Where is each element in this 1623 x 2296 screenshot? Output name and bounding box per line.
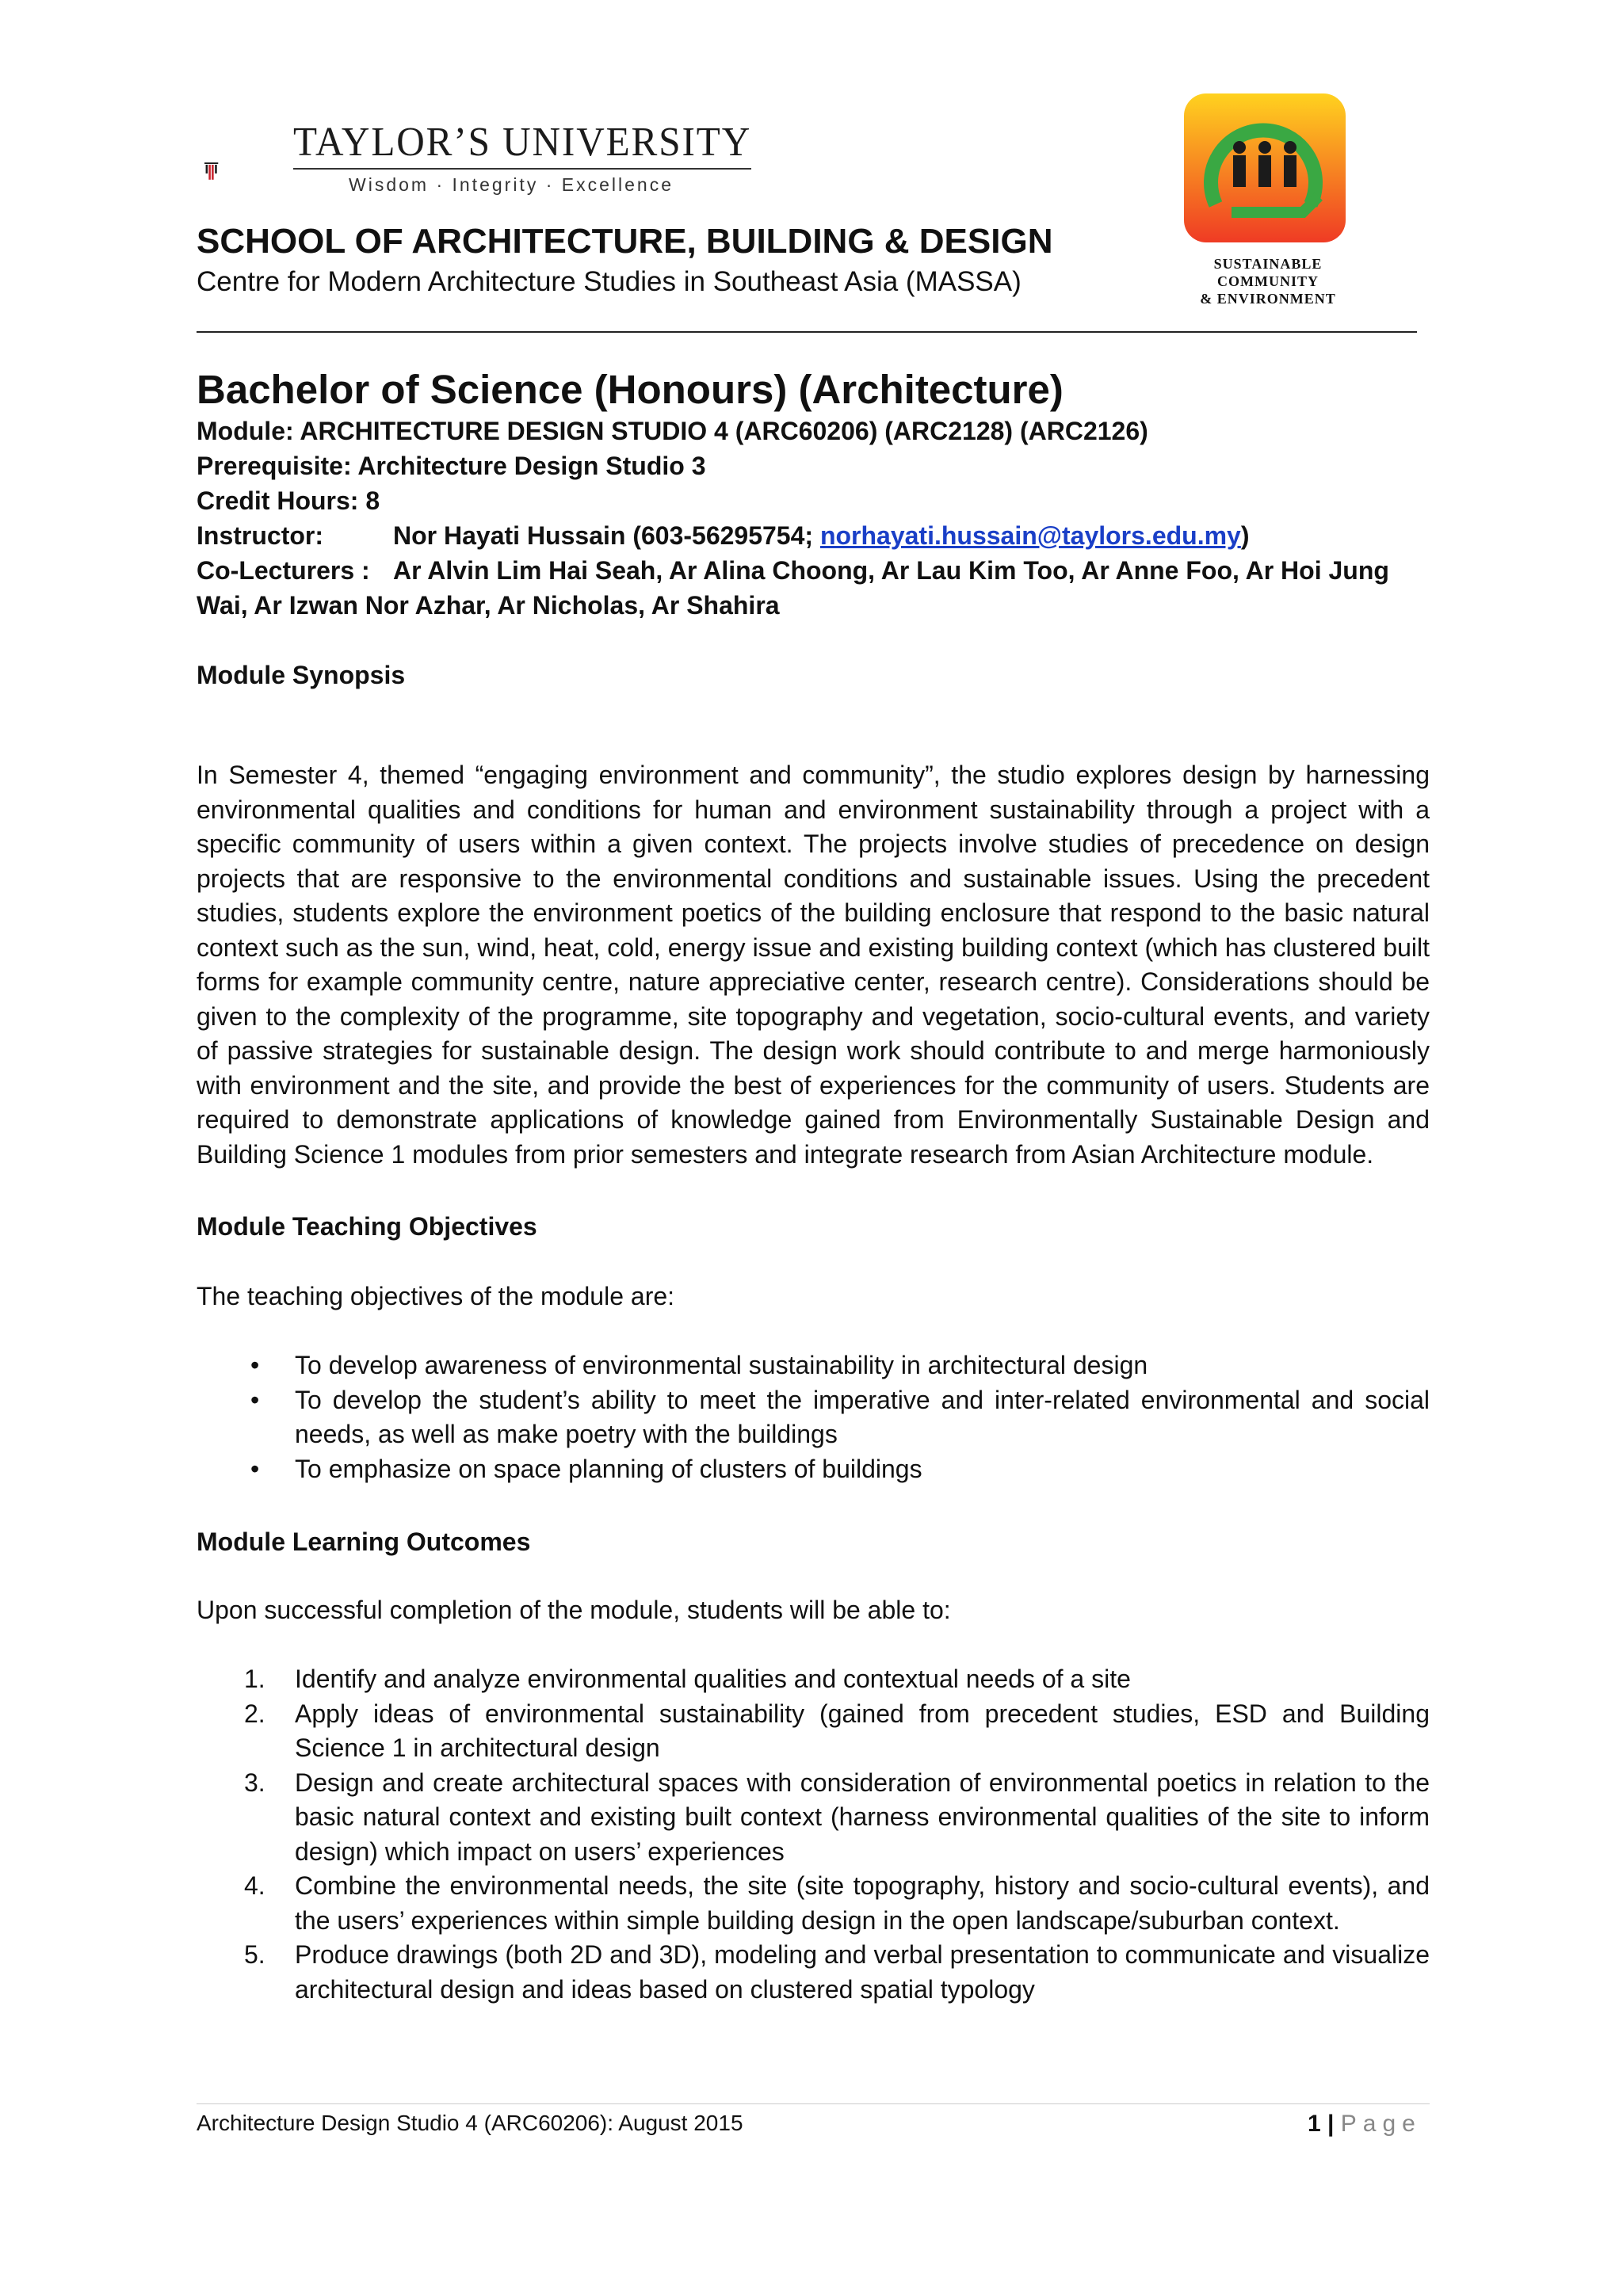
synopsis-heading: Module Synopsis — [197, 661, 406, 689]
prerequisite-line: Prerequisite: Architecture Design Studio 3 — [197, 452, 706, 480]
credit-hours-line: Credit Hours: 8 — [197, 486, 380, 515]
list-item — [197, 1766, 1430, 1870]
colecturers-names-2: Wai, Ar Izwan Nor Azhar, Ar Nicholas, Ar Shahira — [197, 591, 780, 620]
colecturers-line — [197, 556, 1389, 585]
header-divider — [197, 331, 1417, 333]
item-number: 4. — [244, 1871, 265, 1900]
outcomes-intro: Upon successful completion of the module, students will be able to: — [197, 1596, 951, 1624]
footer-divider — [197, 2103, 1430, 2104]
instructor-name: Nor Hayati Hussain (603-56295754; — [393, 521, 820, 550]
colecturers-label: Co-Lecturers : — [197, 556, 370, 585]
list-item — [197, 1662, 1430, 1697]
bullet-marker: • — [250, 1351, 260, 1379]
objective-text: To develop awareness of environmental sustainability in architectural design — [295, 1351, 1148, 1379]
university-name: TAYLOR’S UNIVERSITY — [293, 120, 752, 165]
page-separator: | — [1320, 2111, 1341, 2137]
list-item — [197, 1869, 1430, 1938]
objectives-list — [197, 1348, 1430, 1486]
university-motto: Wisdom · Integrity · Excellence — [349, 174, 674, 195]
synopsis-body: In Semester 4, themed “engaging environment and community”, the studio explores design by harnessing environmental qualities and conditions for human and environment sustainability through a project with a specific community of users within a given context. The projects involve studies of precedence on design projects that are responsive to the environmental conditions and sustainable issues. Using the precedent studies, students explore the environment poetics of the building enclosure that respond to the basic natural context such as the sun, wind, heat, cold, energy issue and existing building context (which has clustered built forms for example community centre, nature appreciative center, research centre). Considerations should be given to the complexity of the programme, site topography and vegetation, socio-cultural events, and variety of passive strategies for sustainable design. The design work should contribute to and merge harmoniously with environment and the site, and provide the best of experiences for the community of users. Students are required to demonstrate applications of knowledge gained from Environmentally Sustainable Design and Building Science 1 modules from prior semesters and integrate research from Asian Architecture module. — [197, 761, 1430, 1169]
objective-text: To emphasize on space planning of clusters of buildings — [295, 1454, 922, 1483]
module-line: Module: ARCHITECTURE DESIGN STUDIO 4 (ARC60206) (ARC2128) (ARC2126) — [197, 417, 1148, 445]
outcome-text: Design and create architectural spaces with consideration of environmental poetics in relation to the basic natural context and existing built context (harness environmental qualities of the site to inform design) which impact on users’ experiences — [295, 1768, 1430, 1866]
colecturers-names-1: Ar Alvin Lim Hai Seah, Ar Alina Choong, Ar Lau Kim Too, Ar Anne Foo, Ar Hoi Jung — [393, 556, 1389, 585]
list-item — [197, 1383, 1430, 1452]
caption-line-3: & ENVIRONMENT — [1200, 291, 1336, 307]
degree-title: Bachelor of Science (Honours) (Architecture) — [197, 367, 1064, 412]
item-number: 5. — [244, 1940, 265, 1969]
instructor-email-link[interactable]: norhayati.hussain@taylors.edu.my — [819, 521, 1241, 550]
list-item — [197, 1938, 1430, 2007]
objective-text: To develop the student’s ability to meet the imperative and inter-related environmental and social needs, as well as make poetry with the buildings — [295, 1385, 1430, 1448]
outcome-text: Combine the environmental needs, the site (site topography, history and socio-cultural events), and the users’ experiences within simple building design in the open landscape/suburban context. — [295, 1871, 1430, 1935]
outcomes-heading: Module Learning Outcomes — [197, 1527, 531, 1556]
caption-line-1: SUSTAINABLE — [1213, 256, 1323, 272]
bullet-marker: • — [250, 1454, 260, 1483]
outcome-text: Apply ideas of environmental sustainability (gained from precedent studies, ESD and Building Science 1 in architectural design — [295, 1699, 1430, 1762]
page-word: Page — [1340, 2111, 1422, 2137]
sustainable-community-logo — [1184, 93, 1346, 242]
outcome-text: Identify and analyze environmental qualities and contextual needs of a site — [295, 1665, 1131, 1693]
objectives-heading: Module Teaching Objectives — [197, 1212, 537, 1241]
bullet-marker: • — [250, 1385, 260, 1414]
outcomes-list — [197, 1662, 1430, 2007]
item-number: 3. — [244, 1768, 265, 1797]
item-number: 1. — [244, 1665, 265, 1693]
objectives-intro: The teaching objectives of the module are: — [197, 1282, 675, 1310]
page-indicator — [1308, 2111, 1422, 2138]
list-item — [197, 1697, 1430, 1766]
instructor-close: ) — [1240, 521, 1250, 550]
caption-line-2: COMMUNITY — [1217, 273, 1319, 289]
centre-name: Centre for Modern Architecture Studies in Southeast Asia (MASSA) — [197, 266, 1022, 297]
item-number: 2. — [244, 1699, 265, 1728]
sustainable-community-caption — [1173, 255, 1363, 307]
instructor-label: Instructor: — [197, 521, 323, 550]
instructor-line — [197, 521, 1250, 551]
footer-course: Architecture Design Studio 4 (ARC60206): August 2015 — [197, 2111, 743, 2135]
school-title: SCHOOL OF ARCHITECTURE, BUILDING & DESIGN — [197, 222, 1053, 261]
university-name-rule — [293, 168, 751, 170]
outcome-text: Produce drawings (both 2D and 3D), modeling and verbal presentation to communicate and visualize architectural design and ideas based on clustered spatial typology — [295, 1940, 1430, 2004]
page-number: 1 — [1308, 2111, 1321, 2137]
list-item — [197, 1452, 1430, 1487]
taylors-university-logo — [204, 119, 292, 222]
list-item — [197, 1348, 1430, 1383]
